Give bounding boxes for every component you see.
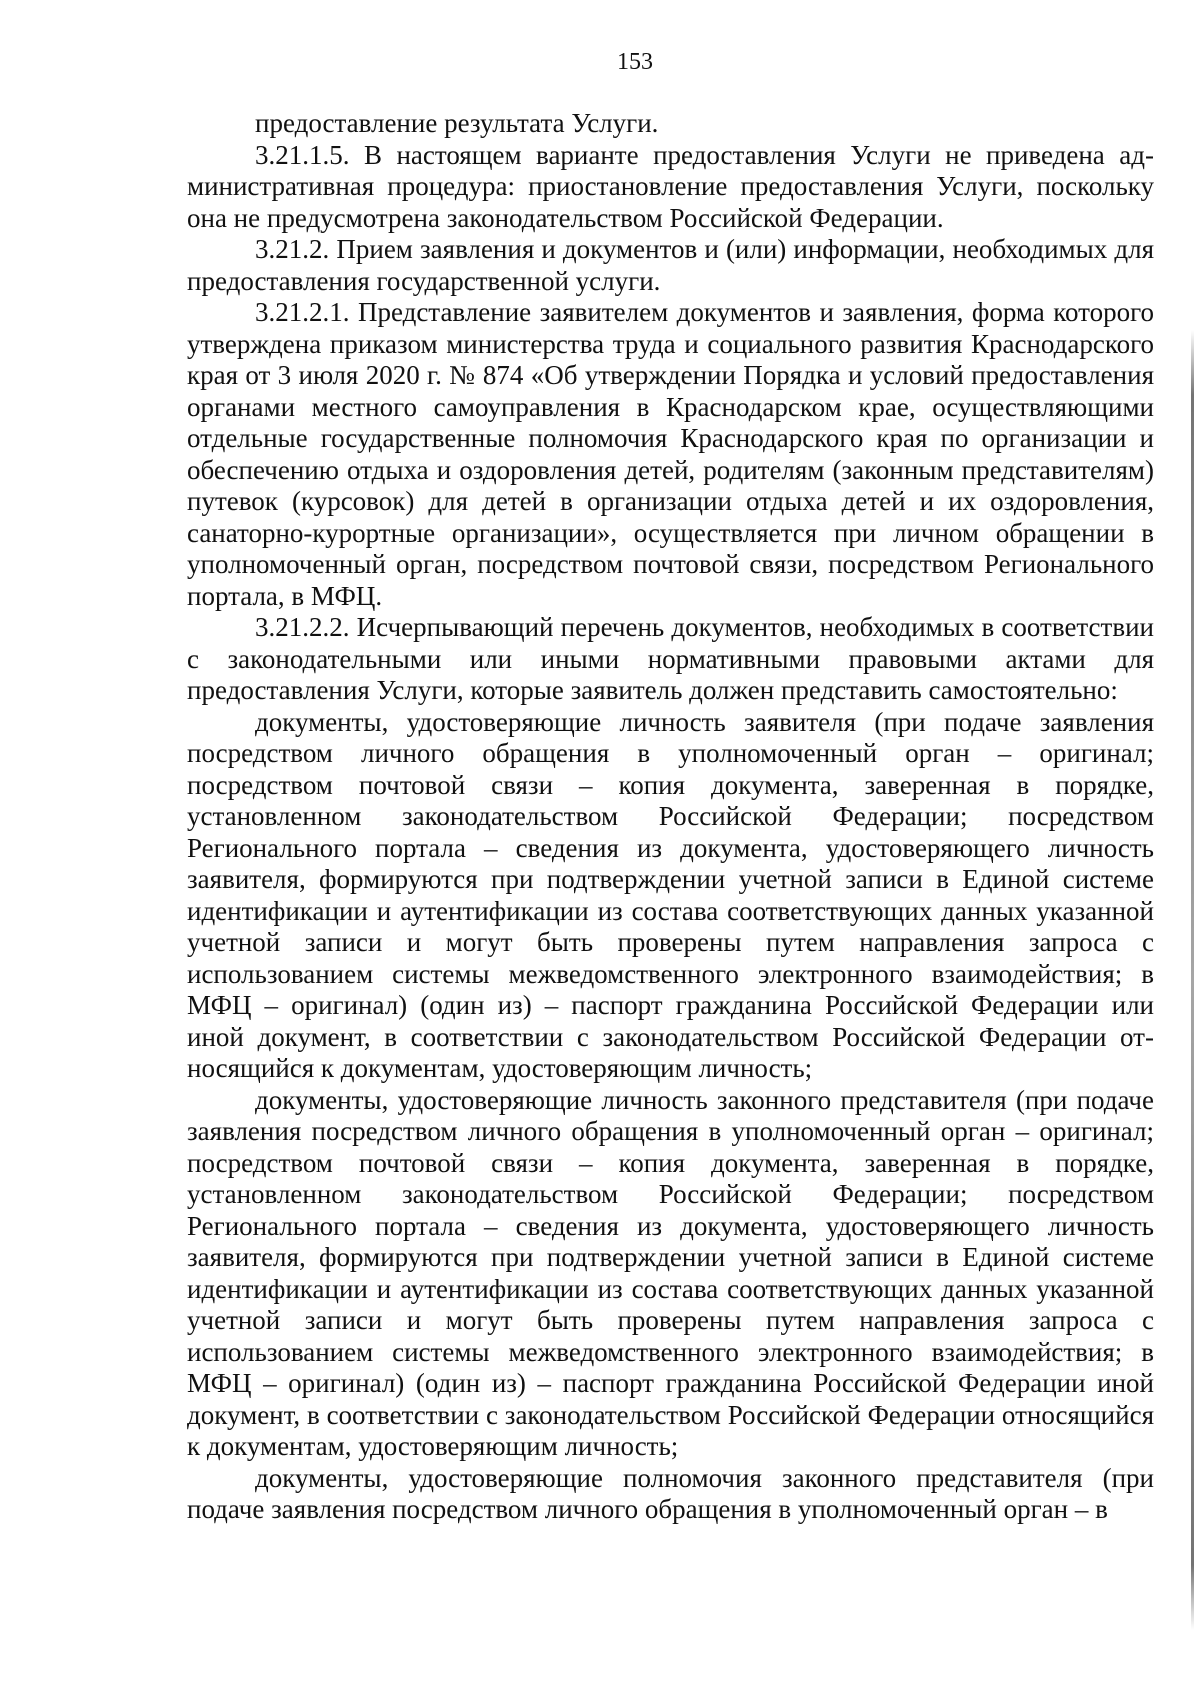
scan-edge-artifact: [1191, 330, 1194, 1630]
document-body: [187, 108, 1154, 1526]
paragraph-result-of-service: предоставление результата Услуги.: [255, 108, 659, 138]
paragraph-3-21-2-1: 3.21.2.1. Представление заявителем документов и заявления, форма которого утверждена приказом министерства труда и социального развития Краснодарского края от 3 июля 2020 г. № 874 «Об утверждении Порядка и условий предоставления органами местного самоуправления в Краснодарском крае, осуществляющими отдельные государственные полномочия Краснодарского края по организации и обеспечению отдыха и оздоровления детей, родителям (законным представителям) путевок (курсовок) для детей в организации отдыха детей и их оздоровления, санаторно-курортные организации», осуществляется при личном обращении в уполномоченный орган, посредством почтовой связи, посредством Регионального портала, в МФЦ.: [187, 297, 1154, 611]
paragraph-3-21-2: 3.21.2. Прием заявления и документов и (или) информации, необходимых для предоставления государственной услуги.: [187, 234, 1154, 296]
page-number: 153: [617, 49, 653, 75]
paragraph-representative-identity-docs: документы, удостоверяющие личность законного представителя (при подаче заявления посредством личного обращения в уполномоченный орган – оригинал; посредством почтовой связи – копия документа, заверенная в порядке, установленном законодательством Российской Федерации; посредством Регионального портала – сведения из документа, удостоверяющего личность заявителя, формируются при подтверждении учетной записи в Единой системе идентификации и аутентификации из состава соответствующих данных указанной учетной записи и могут быть проверены путем направления запроса с использованием системы межведомственного электронного взаимодействия; в МФЦ – оригинал) (один из) – паспорт гражданина Российской Федерации иной документ, в соответствии с законодательством Российской Федерации относящийся к документам, удостоверяющим личность;: [187, 1084, 1154, 1461]
paragraph-3-21-2-2: 3.21.2.2. Исчерпывающий перечень документов, необходимых в соответствии с законодательными или иными нормативными правовыми актами для предоставления Услуги, которые заявитель должен представить самостоятельно:: [187, 612, 1154, 705]
paragraph-3-21-1-5: 3.21.1.5. В настоящем варианте предоставления Услуги не приведена административная процедура: приостановление предоставления Услуги, поскольку она не предусмотрена законодательством Российской Федерации.: [187, 139, 1154, 233]
paragraph-representative-authority-docs: документы, удостоверяющие полномочия законного представителя (при подаче заявления посредством личного обращения в уполномоченный орган – в: [187, 1462, 1154, 1524]
paragraph-applicant-identity-docs: документы, удостоверяющие личность заявителя (при подаче заявления посредством личного обращения в уполномоченный орган – оригинал; посредством почтовой связи – копия документа, заверенная в порядке, установленном законодательством Российской Федерации; посредством Регионального портала – сведения из документа, удостоверяющего личность заявителя, формируются при подтверждении учетной записи в Единой системе идентификации и аутентификации из состава соответствующих данных указанной учетной записи и могут быть проверены путем направления запроса с использованием системы межведомственного электронного взаимодействия; в МФЦ – оригинал) (один из) – паспорт гражданина Российской Федерации или иной документ, в соответствии с законодательством Российской Федерации относящийся к документам, удостоверяющим личность;: [187, 706, 1154, 1083]
